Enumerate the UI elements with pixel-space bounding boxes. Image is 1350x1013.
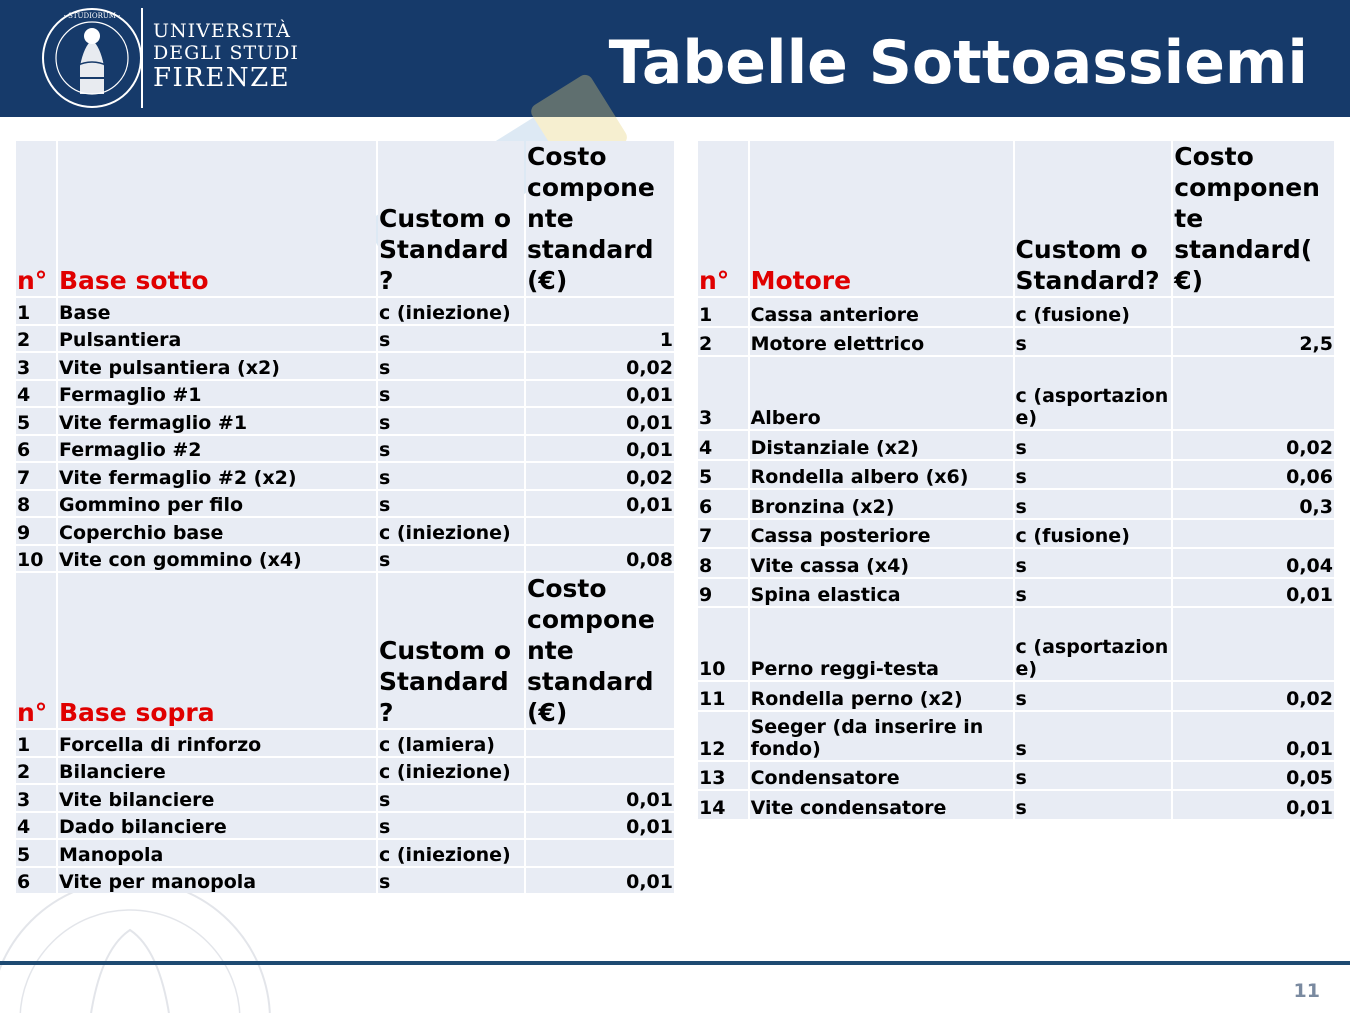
table-row [16,840,674,866]
header-bar [0,0,1350,117]
table-cell: 6 [698,490,748,518]
table-cell: 5 [16,408,56,434]
table-cell: 0,01 [526,436,674,462]
table-row [698,298,1334,326]
table-cell: 2 [16,758,56,784]
table-cell: s [1015,431,1172,459]
table-cell: 11 [698,682,748,710]
table-header-cell: Costo compone nte standard (€) [526,141,674,296]
table-header-cell: Custom o Standard ? [378,573,524,728]
table-cell: Gommino per filo [58,491,376,517]
table-row [16,353,674,379]
table-cell: 0,01 [1173,579,1334,607]
table-cell [526,518,674,544]
table-row [698,791,1334,819]
table-cell: Manopola [58,840,376,866]
table-cell: 3 [16,353,56,379]
table-row [16,381,674,407]
table-cell: 8 [698,549,748,577]
table-header-cell: Base sopra [58,573,376,728]
table-cell: c (fusione) [1015,298,1172,326]
table-row [698,461,1334,489]
table-cell: 4 [16,813,56,839]
table-cell: 0,02 [526,353,674,379]
table-row [698,520,1334,548]
page-number: 11 [1293,980,1320,1002]
table-cell: Motore elettrico [750,328,1013,356]
university-seal-logo [40,6,144,110]
table-cell: 12 [698,712,748,760]
table-cell: 6 [16,436,56,462]
table-cell: Vite cassa (x4) [750,549,1013,577]
table-cell: 10 [16,546,56,572]
table-cell [1173,520,1334,548]
table-cell: 0,02 [526,463,674,489]
table-row [698,608,1334,680]
table-cell: s [1015,549,1172,577]
table-cell: 7 [16,463,56,489]
table-cell: 0,02 [1173,431,1334,459]
table-header-cell: Custom o Standard ? [378,141,524,296]
table-cell: 0,01 [526,491,674,517]
svg-text:· STUDIORUM ·: · STUDIORUM · [63,12,121,20]
table-cell: s [1015,461,1172,489]
table-cell: 6 [16,868,56,894]
table-cell: 9 [698,579,748,607]
table-header-cell: Costo componen te standard( €) [1173,141,1334,296]
table-cell: Base [58,298,376,324]
table-cell: Pulsantiera [58,326,376,352]
table-row [16,463,674,489]
table-row [16,491,674,517]
table-cell: 0,01 [526,868,674,894]
table-cell: Spina elastica [750,579,1013,607]
table-cell [526,840,674,866]
table-cell: s [378,353,524,379]
table-cell: 1 [16,730,56,756]
table-cell: 1 [16,298,56,324]
table-cell: 2 [698,328,748,356]
table-cell: s [1015,791,1172,819]
table-row [16,436,674,462]
table-row [698,549,1334,577]
table-cell: Cassa posteriore [750,520,1013,548]
logo-divider [141,8,143,108]
table-cell: Vite pulsantiera (x2) [58,353,376,379]
table-header-cell: n° [698,141,748,296]
table-header-cell: Motore [750,141,1013,296]
table-cell: s [1015,712,1172,760]
table-cell: Distanziale (x2) [750,431,1013,459]
table-cell: s [378,491,524,517]
table-cell: 1 [698,298,748,326]
table-row [16,730,674,756]
table-cell: c (iniezione) [378,518,524,544]
table-cell: Coperchio base [58,518,376,544]
table-cell: s [378,813,524,839]
table-row [16,813,674,839]
table-cell: Vite per manopola [58,868,376,894]
table-cell [526,758,674,784]
table-cell: s [378,381,524,407]
table-cell: 0,01 [526,381,674,407]
footer-divider [0,961,1350,965]
table-cell: Vite bilanciere [58,785,376,811]
table-row [698,682,1334,710]
table-header-cell: Costo compone nte standard (€) [526,573,674,728]
table-cell: Bronzina (x2) [750,490,1013,518]
table-row [16,298,674,324]
table-cell: 9 [16,518,56,544]
right-table [696,139,1336,821]
table-cell: Albero [750,357,1013,429]
table-cell: Cassa anteriore [750,298,1013,326]
table-cell: Vite condensatore [750,791,1013,819]
table-cell: 0,01 [526,785,674,811]
table-row [698,328,1334,356]
table-cell: 8 [16,491,56,517]
table-cell: 0,08 [526,546,674,572]
table-cell: s [1015,579,1172,607]
table-cell: s [378,436,524,462]
table-cell: s [378,785,524,811]
table-header-row [16,141,674,296]
table-cell: 7 [698,520,748,548]
table-row [16,758,674,784]
table-cell: Rondella perno (x2) [750,682,1013,710]
table-row [16,868,674,894]
table-cell: s [1015,490,1172,518]
table-row [698,712,1334,760]
table-cell [1173,357,1334,429]
table-row [698,490,1334,518]
table-cell: s [1015,762,1172,790]
table-cell: s [1015,328,1172,356]
table-header-cell: Base sotto [58,141,376,296]
table-row [698,431,1334,459]
table-cell: Vite fermaglio #1 [58,408,376,434]
university-name-line-1: UNIVERSITÀ [153,20,291,42]
table-cell: Rondella albero (x6) [750,461,1013,489]
table-cell: Forcella di rinforzo [58,730,376,756]
table-row [16,326,674,352]
table-cell: c (iniezione) [378,840,524,866]
table-cell [1173,608,1334,680]
table-cell: 0,04 [1173,549,1334,577]
table-header-row [16,573,674,728]
table-cell: 2,5 [1173,328,1334,356]
table-row [16,546,674,572]
table-cell: 1 [526,326,674,352]
table-cell: 0,01 [526,813,674,839]
table-cell: s [378,868,524,894]
table-row [16,518,674,544]
table-cell: 4 [16,381,56,407]
table-cell: s [378,408,524,434]
table-cell: 4 [698,431,748,459]
table-cell: 10 [698,608,748,680]
table-cell: 5 [16,840,56,866]
table-cell: c (asportazion e) [1015,608,1172,680]
table-cell: 0,01 [526,408,674,434]
table-cell: 0,01 [1173,712,1334,760]
table-cell: 3 [698,357,748,429]
table-row [698,357,1334,429]
table-cell: Perno reggi-testa [750,608,1013,680]
table-row [16,408,674,434]
table-cell: 0,01 [1173,791,1334,819]
table-cell: Dado bilanciere [58,813,376,839]
table-cell: s [378,326,524,352]
table-row [698,579,1334,607]
table-cell: c (asportazion e) [1015,357,1172,429]
table-cell [526,298,674,324]
table-cell: Vite con gommino (x4) [58,546,376,572]
table-cell: 0,3 [1173,490,1334,518]
table-cell: c (iniezione) [378,758,524,784]
table-cell: 3 [16,785,56,811]
table-cell: 0,06 [1173,461,1334,489]
university-name-line-3: FIRENZE [153,63,291,93]
table-header-cell: n° [16,573,56,728]
table-cell: Vite fermaglio #2 (x2) [58,463,376,489]
table-header-row [698,141,1334,296]
left-table [14,139,676,895]
table-cell: c (iniezione) [378,298,524,324]
table-header-cell: Custom o Standard? [1015,141,1172,296]
table-cell [526,730,674,756]
table-cell: 0,02 [1173,682,1334,710]
table-cell: s [378,546,524,572]
right-table-body [698,141,1334,819]
university-name [153,20,299,92]
table-cell: Bilanciere [58,758,376,784]
table-row [698,762,1334,790]
table-cell: 5 [698,461,748,489]
table-cell: Seeger (da inserire in fondo) [750,712,1013,760]
table-cell: Fermaglio #1 [58,381,376,407]
table-cell: 13 [698,762,748,790]
table-cell: s [1015,682,1172,710]
university-name-line-2: DEGLI STUDI [153,42,299,64]
table-cell [1173,298,1334,326]
table-cell: 0,05 [1173,762,1334,790]
slide-title: Tabelle Sottoassiemi [608,28,1308,98]
left-table-body [16,141,674,893]
table-header-cell: n° [16,141,56,296]
table-cell: 14 [698,791,748,819]
table-cell: c (fusione) [1015,520,1172,548]
table-cell: c (lamiera) [378,730,524,756]
table-cell: Fermaglio #2 [58,436,376,462]
table-cell: s [378,463,524,489]
table-cell: Condensatore [750,762,1013,790]
table-cell: 2 [16,326,56,352]
table-row [16,785,674,811]
